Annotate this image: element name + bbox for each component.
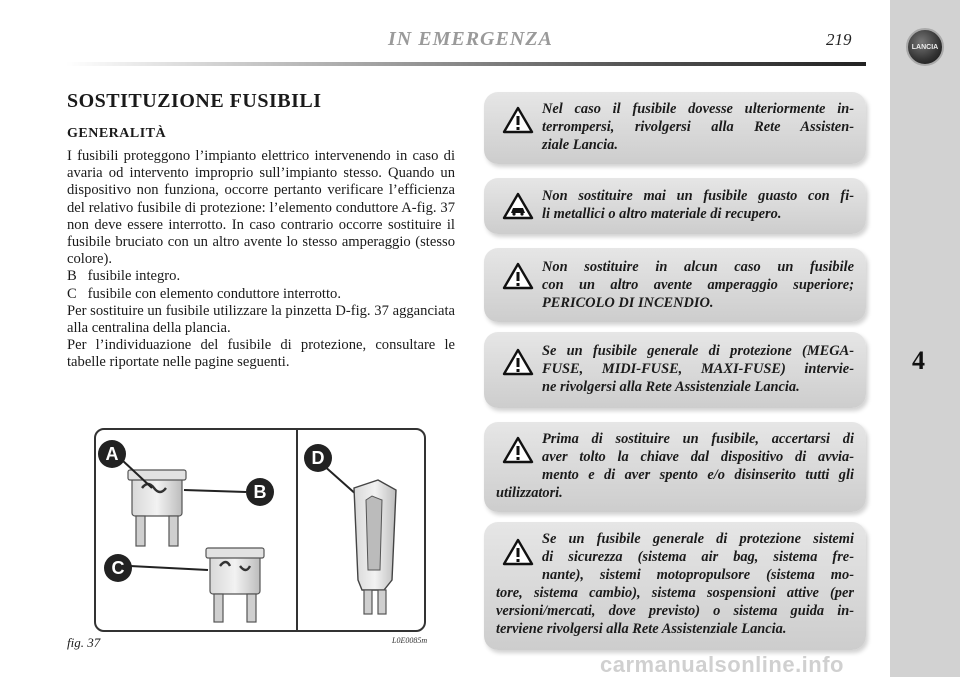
note-line: Se un fusibile generale di protezione sistemi: [542, 531, 854, 547]
warning-note: [484, 92, 866, 164]
note-line: con un altro avente amperaggio superiore;: [542, 277, 854, 293]
warning-icon: [502, 262, 534, 290]
note-line: di sicurezza (sistema air bag, sistema fre-: [542, 549, 854, 565]
lancia-logo: [906, 28, 944, 66]
note-line: terrompersi, rivolgersi alla Rete Assisten-: [542, 119, 854, 135]
running-header-title: IN EMERGENZA: [388, 28, 553, 50]
note-line: Non sostituire mai un fusibile guasto con fi-: [542, 188, 854, 204]
note-line: nante), sistemi motopropulsore (sistema mo-: [542, 567, 854, 583]
figure-label-c: C: [104, 554, 132, 582]
paragraph: I fusibili proteggono l’impianto elettrico intervenendo in caso di avaria od intervento improprio sull’impianto stesso. Quando un dispositivo non funziona, occorre pertanto verificare l’efficienza del relativo fusibile di protezione: l’elemento conduttore A-fig. 37 non deve essere interrotto. In caso contrario occorre sostituire il fusibile bruciato con un altro avente lo stesso amperaggio (stesso colore).: [67, 148, 455, 268]
figure-divider: [296, 430, 298, 630]
fuse-intact: [128, 470, 186, 546]
note-line: li metallici o altro materiale di recupero.: [542, 206, 782, 222]
subheading: GENERALITÀ: [67, 126, 167, 141]
paragraph: B fusibile integro.: [67, 268, 181, 285]
warning-icon: [502, 106, 534, 134]
note-line: aver tolto la chiave dal dispositivo di avvia-: [542, 449, 854, 465]
note-line: tore, sistema cambio), sistema sospensioni attive (per: [496, 585, 854, 601]
paragraph: Per sostituire un fusibile utilizzare la pinzetta D-fig. 37 agganciata alla centralina della plancia.: [67, 302, 455, 337]
note-line: utilizzatori.: [496, 485, 563, 501]
watermark: carmanualsonline.info: [600, 652, 844, 677]
note-line: ne rivolgersi alla Rete Assistenziale Lancia.: [542, 379, 800, 395]
header-rule: [66, 62, 866, 66]
section-title: SOSTITUZIONE FUSIBILI: [67, 90, 322, 112]
paragraph: C fusibile con elemento conduttore interrotto.: [67, 285, 341, 302]
note-line: terviene rivolgersi alla Rete Assistenziale Lancia.: [496, 621, 787, 637]
figure-code: L0E0085m: [392, 636, 428, 645]
warning-note: [484, 522, 866, 650]
note-line: Se un fusibile generale di protezione (MEGA-: [542, 343, 854, 359]
note-line: mento e di aver spento e/o disinserito tutti gli: [542, 467, 854, 483]
fuse-figure: [94, 428, 426, 632]
fuse-blown: [206, 548, 264, 622]
figure-caption: fig. 37: [67, 635, 101, 650]
chapter-side-strip: [890, 0, 960, 677]
warning-icon: [502, 538, 534, 566]
warning-icon: [502, 348, 534, 376]
note-line: versioni/mercati, dove previsto) o sistema guida in-: [496, 603, 854, 619]
warning-note: [484, 178, 866, 234]
fuse-illustration: [96, 430, 424, 630]
warning-car-icon: [502, 192, 534, 220]
figure-label-b: B: [246, 478, 274, 506]
note-line: PERICOLO DI INCENDIO.: [542, 295, 714, 311]
warning-icon: [502, 436, 534, 464]
note-line: Nel caso il fusibile dovesse ulteriormente in-: [542, 101, 854, 117]
logo-text: LANCIA: [911, 43, 939, 51]
warning-note: [484, 332, 866, 408]
warning-note: [484, 248, 866, 322]
figure-label-d: D: [304, 444, 332, 472]
note-line: FUSE, MIDI-FUSE, MAXI-FUSE) intervie-: [542, 361, 854, 377]
fuse-puller: [354, 480, 396, 614]
figure-label-a: A: [98, 440, 126, 468]
note-line: Prima di sostituire un fusibile, accertarsi di: [542, 431, 854, 447]
paragraph: Per l’individuazione del fusibile di protezione, consultare le tabelle riportate nelle pagine seguenti.: [67, 337, 455, 371]
warning-note: [484, 422, 866, 512]
note-line: Non sostituire in alcun caso un fusibile: [542, 259, 854, 275]
chapter-number: 4: [912, 346, 925, 375]
body-text: [67, 148, 455, 372]
note-line: ziale Lancia.: [542, 137, 618, 153]
page-number: 219: [826, 30, 852, 49]
